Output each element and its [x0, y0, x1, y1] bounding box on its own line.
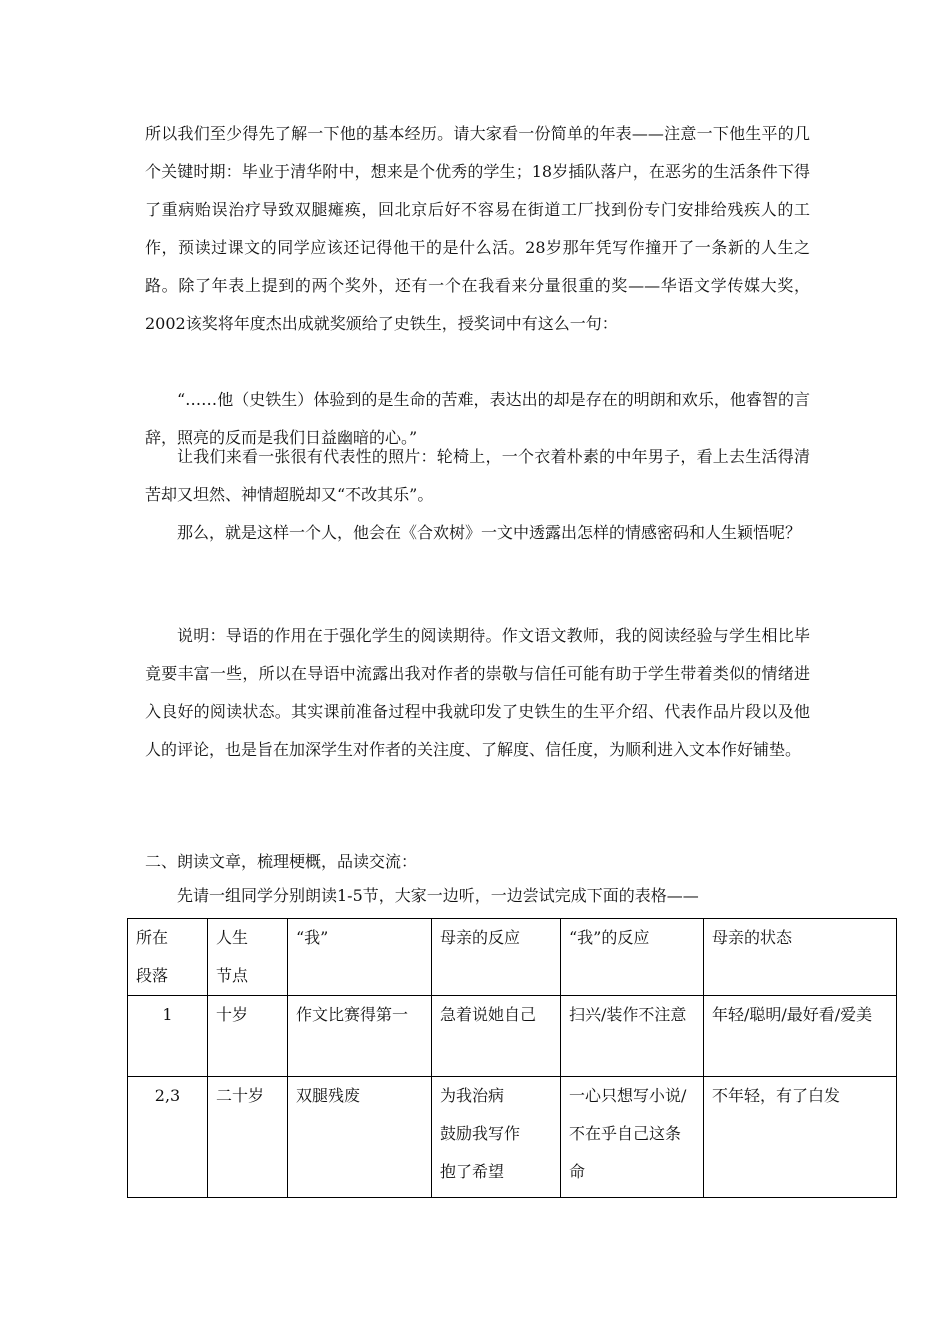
cell-me: 作文比赛得第一 [288, 996, 432, 1077]
cell-line: 鼓励我写作 [440, 1124, 521, 1143]
cell-segment: 2,3 [128, 1077, 208, 1198]
header-segment [128, 919, 208, 996]
cell-me: 双腿残废 [288, 1077, 432, 1198]
table-row [128, 1077, 897, 1198]
cell-my-reaction: 一心只想写小说/不在乎自己这条命 [561, 1077, 704, 1198]
cell-my-reaction: 扫兴/装作不注意 [561, 996, 704, 1077]
header-text: “我” [296, 928, 329, 947]
cell-mother-reaction [432, 996, 561, 1077]
table-header-row [128, 919, 897, 996]
paragraph-question: 那么，就是这样一个人，他会在《合欢树》一文中透露出怎样的情感密码和人生颖悟呢？ [177, 523, 802, 542]
cell-line: 急着说她自己 [440, 1005, 537, 1024]
header-my-reaction [561, 919, 704, 996]
paragraph-photo: 让我们来看一张很有代表性的照片：轮椅上，一个衣着朴素的中年男子，看上去生活得清苦却又坦然、神情超脱却又“不改其乐”。 [145, 447, 810, 504]
header-node [208, 919, 288, 996]
header-text: 段落 [136, 966, 169, 985]
instruction-text: 先请一组同学分别朗读1-5节，大家一边听，一边尝试完成下面的表格—— [177, 886, 699, 905]
paragraph-note: 说明：导语的作用在于强化学生的阅读期待。作文语文教师，我的阅读经验与学生相比毕竟要丰富一些，所以在导语中流露出我对作者的崇敬与信任可能有助于学生带着类似的情绪进入良好的阅读状态。其实课前准备过程中我就印发了史铁生的生平介绍、代表作品片段以及他人的评论，也是旨在加深学生对作者的关注度、了解度、信任度，为顺利进入文本作好铺垫。 [145, 626, 810, 759]
header-text: 所在 [136, 928, 169, 947]
table-row [128, 996, 897, 1077]
cell-mother-state: 不年轻，有了白发 [704, 1077, 897, 1198]
cell-node: 十岁 [208, 996, 288, 1077]
header-text: 母亲的状态 [712, 928, 793, 947]
paragraph-author-timeline: 所以我们至少得先了解一下他的基本经历。请大家看一份简单的年表——注意一下他生平的几个关键时期：毕业于清华附中，想来是个优秀的学生；18岁插队落户，在恶劣的生活条件下得了重病贻误治疗导致双腿瘫痪，回北京后好不容易在街道工厂找到份专门安排给残疾人的工作，预读过课文的同学应该还记得他干的是什么活。28岁那年凭写作撞开了一条新的人生之路。除了年表上提到的两个奖外，还有一个在我看来分量很重的奖——华语文学传媒大奖，2002该奖将年度杰出成就奖颁给了史铁生，授奖词中有这么一句： [145, 124, 810, 333]
header-text: 节点 [216, 966, 249, 985]
header-me [288, 919, 432, 996]
cell-mother-reaction [432, 1077, 561, 1198]
cell-segment: 1 [128, 996, 208, 1077]
header-text: 母亲的反应 [440, 928, 521, 947]
cell-mother-state: 年轻/聪明/最好看/爱美 [704, 996, 897, 1077]
header-mother-reaction [432, 919, 561, 996]
cell-line: 为我治病 [440, 1086, 505, 1105]
quote-award-citation: “……他（史铁生）体验到的是生命的苦难，表达出的却是存在的明朗和欢乐，他睿智的言辞，照亮的反而是我们日益幽暗的心。” [145, 390, 810, 447]
section-heading: 二、朗读文章，梳理梗概，品读交流： [145, 852, 418, 871]
cell-node: 二十岁 [208, 1077, 288, 1198]
header-text: “我”的反应 [569, 928, 650, 947]
cell-line: 抱了希望 [440, 1162, 505, 1181]
header-text: 人生 [216, 928, 249, 947]
reading-table [127, 918, 897, 1198]
header-mother-state [704, 919, 897, 996]
